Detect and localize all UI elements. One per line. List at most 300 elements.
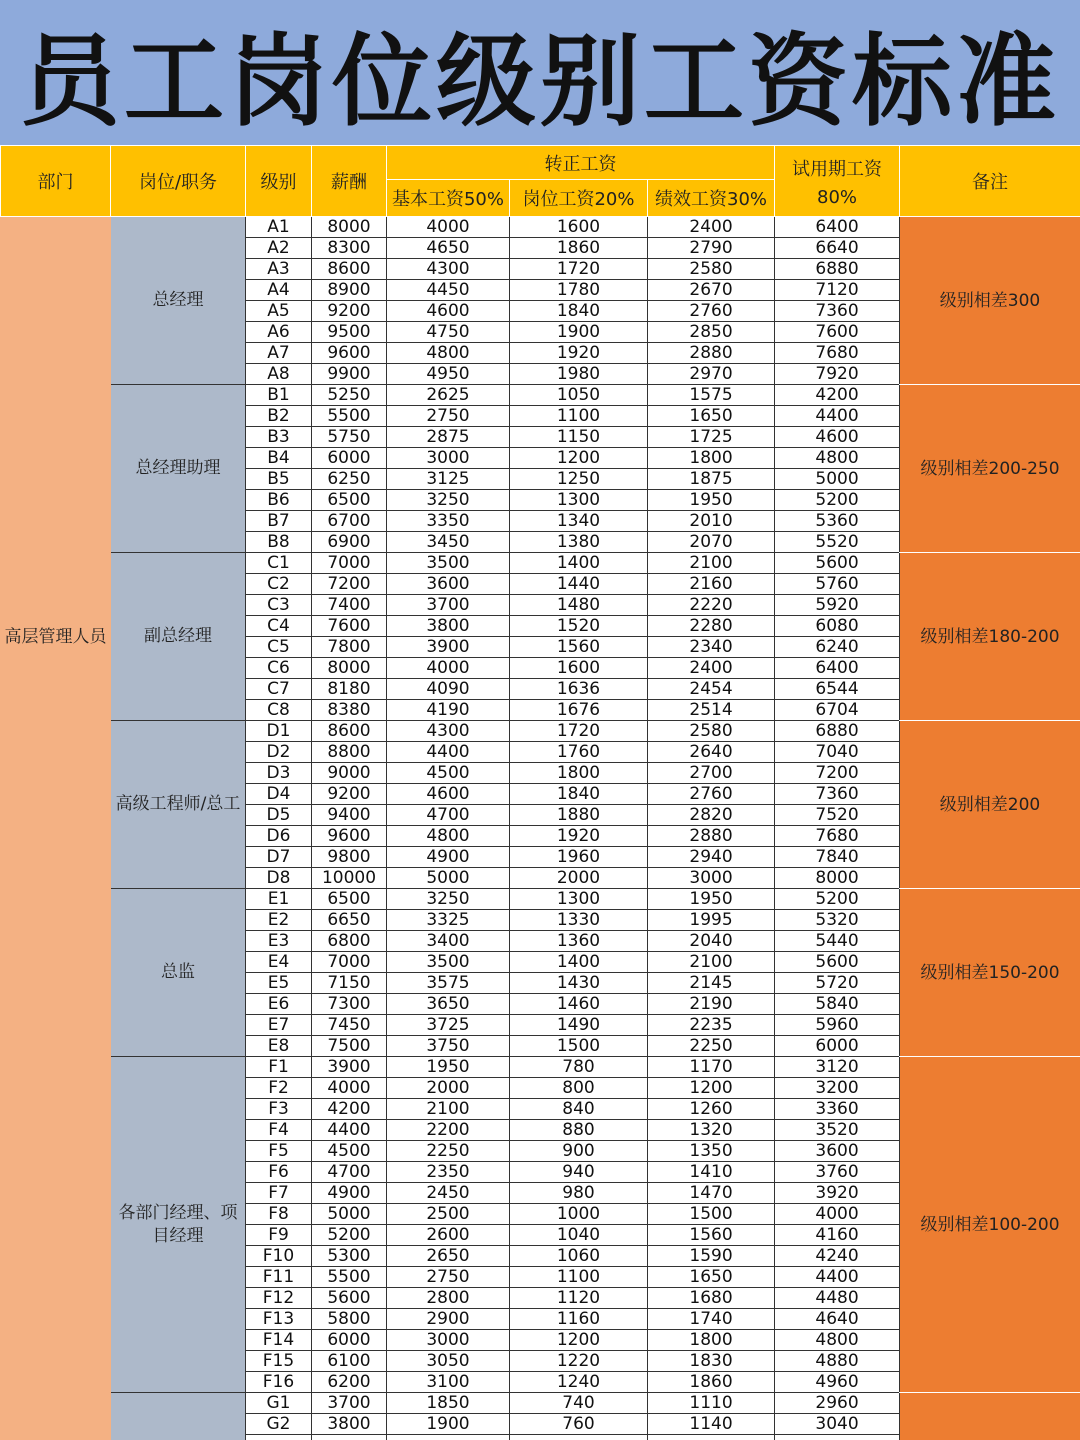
probation-wage-cell: 5200	[775, 490, 900, 511]
base-wage-cell: 1850	[387, 1393, 510, 1414]
salary-cell: 8300	[312, 238, 387, 259]
salary-cell: 5800	[312, 1309, 387, 1330]
level-cell: F12	[246, 1288, 312, 1309]
post-wage-cell: 1460	[510, 994, 648, 1015]
header-probation	[775, 146, 900, 217]
level-cell: C1	[246, 553, 312, 574]
level-cell: C6	[246, 658, 312, 679]
performance-wage-cell: 2250	[648, 1036, 775, 1057]
probation-wage-cell: 4640	[775, 1309, 900, 1330]
probation-wage-cell: 5520	[775, 532, 900, 553]
level-cell: F8	[246, 1204, 312, 1225]
level-cell: C8	[246, 700, 312, 721]
probation-wage-cell: 4240	[775, 1246, 900, 1267]
probation-wage-cell: 6704	[775, 700, 900, 721]
probation-wage-cell: 5200	[775, 889, 900, 910]
base-wage-cell: 1950	[387, 1057, 510, 1078]
post-wage-cell: 1480	[510, 595, 648, 616]
post-wage-cell: 1340	[510, 511, 648, 532]
probation-wage-cell: 4800	[775, 1330, 900, 1351]
header-performance-wage: 绩效工资30%	[648, 180, 775, 217]
post-wage-cell: 1120	[510, 1288, 648, 1309]
base-wage-cell: 2100	[387, 1099, 510, 1120]
performance-wage-cell: 1200	[648, 1078, 775, 1099]
probation-wage-cell: 3200	[775, 1078, 900, 1099]
note-cell: 级别相差180-200	[900, 553, 1080, 721]
base-wage-cell: 3750	[387, 1036, 510, 1057]
base-wage-cell: 2875	[387, 427, 510, 448]
post-wage-cell: 1250	[510, 469, 648, 490]
level-cell: D5	[246, 805, 312, 826]
base-wage-cell: 2000	[387, 1078, 510, 1099]
post-wage-cell: 1560	[510, 637, 648, 658]
performance-wage-cell: 2454	[648, 679, 775, 700]
level-cell: E4	[246, 952, 312, 973]
performance-wage-cell: 1725	[648, 427, 775, 448]
performance-wage-cell: 2400	[648, 217, 775, 238]
note-cell: 级别相差100-200	[900, 1057, 1080, 1393]
level-cell	[246, 1435, 312, 1440]
level-cell: D3	[246, 763, 312, 784]
salary-cell: 8380	[312, 700, 387, 721]
probation-wage-cell: 6400	[775, 217, 900, 238]
salary-cell: 9200	[312, 301, 387, 322]
page-title: 员工岗位级别工资标准	[20, 22, 1060, 140]
salary-cell: 5600	[312, 1288, 387, 1309]
post-wage-cell: 1520	[510, 616, 648, 637]
level-cell: B4	[246, 448, 312, 469]
post-wage-cell: 1240	[510, 1372, 648, 1393]
performance-wage-cell: 1590	[648, 1246, 775, 1267]
level-cell: E1	[246, 889, 312, 910]
performance-wage-cell: 1110	[648, 1393, 775, 1414]
level-cell: F6	[246, 1162, 312, 1183]
salary-cell: 3700	[312, 1393, 387, 1414]
performance-wage-cell: 1800	[648, 448, 775, 469]
post-wage-cell: 840	[510, 1099, 648, 1120]
base-wage-cell: 4650	[387, 238, 510, 259]
performance-wage-cell: 2400	[648, 658, 775, 679]
salary-cell: 8180	[312, 679, 387, 700]
level-cell: E8	[246, 1036, 312, 1057]
base-wage-cell	[387, 1435, 510, 1440]
salary-cell: 7400	[312, 595, 387, 616]
base-wage-cell: 3500	[387, 553, 510, 574]
salary-cell: 7000	[312, 952, 387, 973]
base-wage-cell: 4950	[387, 364, 510, 385]
level-cell: A3	[246, 259, 312, 280]
salary-cell	[312, 1435, 387, 1440]
base-wage-cell: 4800	[387, 826, 510, 847]
salary-cell: 7200	[312, 574, 387, 595]
department-cell: 高层管理人员	[1, 217, 111, 1057]
performance-wage-cell: 2040	[648, 931, 775, 952]
base-wage-cell: 3725	[387, 1015, 510, 1036]
level-cell: E6	[246, 994, 312, 1015]
base-wage-cell: 2750	[387, 406, 510, 427]
base-wage-cell: 3100	[387, 1372, 510, 1393]
base-wage-cell: 2600	[387, 1225, 510, 1246]
probation-wage-cell: 7680	[775, 826, 900, 847]
performance-wage-cell: 2640	[648, 742, 775, 763]
note-cell: 级别相差150-200	[900, 889, 1080, 1057]
salary-cell: 7000	[312, 553, 387, 574]
header-level: 级别	[246, 146, 312, 217]
level-cell: C7	[246, 679, 312, 700]
performance-wage-cell: 2760	[648, 301, 775, 322]
performance-wage-cell: 1410	[648, 1162, 775, 1183]
probation-wage-cell	[775, 1435, 900, 1440]
post-wage-cell: 1860	[510, 238, 648, 259]
base-wage-cell: 3900	[387, 637, 510, 658]
post-wage-cell: 1720	[510, 259, 648, 280]
table-row	[1, 889, 1080, 910]
post-wage-cell: 1380	[510, 532, 648, 553]
base-wage-cell: 4700	[387, 805, 510, 826]
salary-cell: 6650	[312, 910, 387, 931]
post-wage-cell: 1500	[510, 1036, 648, 1057]
salary-cell: 9800	[312, 847, 387, 868]
salary-cell: 6100	[312, 1351, 387, 1372]
base-wage-cell: 3000	[387, 448, 510, 469]
probation-wage-cell: 7120	[775, 280, 900, 301]
base-wage-cell: 1900	[387, 1414, 510, 1435]
base-wage-cell: 3400	[387, 931, 510, 952]
probation-wage-cell: 4160	[775, 1225, 900, 1246]
post-wage-cell: 1760	[510, 742, 648, 763]
header-position: 岗位/职务	[111, 146, 246, 217]
performance-wage-cell: 2514	[648, 700, 775, 721]
base-wage-cell: 4450	[387, 280, 510, 301]
probation-wage-cell: 3600	[775, 1141, 900, 1162]
post-wage-cell: 1330	[510, 910, 648, 931]
post-wage-cell: 1920	[510, 343, 648, 364]
salary-cell: 7450	[312, 1015, 387, 1036]
post-wage-cell: 1200	[510, 448, 648, 469]
base-wage-cell: 3350	[387, 511, 510, 532]
post-wage-cell: 1400	[510, 952, 648, 973]
probation-wage-cell: 6640	[775, 238, 900, 259]
performance-wage-cell: 2940	[648, 847, 775, 868]
performance-wage-cell: 1650	[648, 1267, 775, 1288]
level-cell: F11	[246, 1267, 312, 1288]
note-cell	[900, 1393, 1080, 1440]
base-wage-cell: 2200	[387, 1120, 510, 1141]
probation-wage-cell: 5920	[775, 595, 900, 616]
department-cell	[1, 1057, 111, 1440]
probation-wage-cell: 6000	[775, 1036, 900, 1057]
post-wage-cell: 2000	[510, 868, 648, 889]
post-wage-cell: 1040	[510, 1225, 648, 1246]
salary-cell: 7150	[312, 973, 387, 994]
salary-cell: 9000	[312, 763, 387, 784]
salary-cell: 4900	[312, 1183, 387, 1204]
probation-wage-cell: 4400	[775, 406, 900, 427]
table-row	[1, 1057, 1080, 1078]
probation-wage-cell: 4600	[775, 427, 900, 448]
post-wage-cell: 1050	[510, 385, 648, 406]
level-cell: D7	[246, 847, 312, 868]
performance-wage-cell: 2100	[648, 553, 775, 574]
base-wage-cell: 4400	[387, 742, 510, 763]
salary-cell: 5500	[312, 406, 387, 427]
performance-wage-cell: 1875	[648, 469, 775, 490]
level-cell: E3	[246, 931, 312, 952]
level-cell: F16	[246, 1372, 312, 1393]
post-wage-cell: 1000	[510, 1204, 648, 1225]
probation-wage-cell: 7360	[775, 784, 900, 805]
level-cell: D6	[246, 826, 312, 847]
salary-cell: 9600	[312, 826, 387, 847]
post-wage-cell: 1220	[510, 1351, 648, 1372]
post-wage-cell: 1600	[510, 217, 648, 238]
salary-table	[0, 145, 1080, 1440]
salary-cell: 4000	[312, 1078, 387, 1099]
base-wage-cell: 3000	[387, 1330, 510, 1351]
base-wage-cell: 4000	[387, 658, 510, 679]
table-body	[1, 217, 1080, 1440]
level-cell: E2	[246, 910, 312, 931]
performance-wage-cell: 2790	[648, 238, 775, 259]
salary-cell: 6500	[312, 490, 387, 511]
probation-wage-cell: 3360	[775, 1099, 900, 1120]
performance-wage-cell: 2340	[648, 637, 775, 658]
base-wage-cell: 3600	[387, 574, 510, 595]
level-cell: B5	[246, 469, 312, 490]
level-cell: F1	[246, 1057, 312, 1078]
performance-wage-cell: 2235	[648, 1015, 775, 1036]
level-cell: A1	[246, 217, 312, 238]
position-cell: 总经理	[111, 217, 246, 385]
level-cell: D4	[246, 784, 312, 805]
base-wage-cell: 2450	[387, 1183, 510, 1204]
performance-wage-cell: 2160	[648, 574, 775, 595]
salary-cell: 9400	[312, 805, 387, 826]
post-wage-cell: 1840	[510, 784, 648, 805]
performance-wage-cell: 2220	[648, 595, 775, 616]
post-wage-cell: 1720	[510, 721, 648, 742]
level-cell: C5	[246, 637, 312, 658]
performance-wage-cell: 2100	[648, 952, 775, 973]
base-wage-cell: 4500	[387, 763, 510, 784]
base-wage-cell: 2750	[387, 1267, 510, 1288]
header-salary: 薪酬	[312, 146, 387, 217]
salary-cell: 9200	[312, 784, 387, 805]
base-wage-cell: 4600	[387, 784, 510, 805]
performance-wage-cell: 1950	[648, 889, 775, 910]
level-cell: F3	[246, 1099, 312, 1120]
post-wage-cell: 1880	[510, 805, 648, 826]
salary-cell: 8900	[312, 280, 387, 301]
level-cell: C4	[246, 616, 312, 637]
post-wage-cell: 1400	[510, 553, 648, 574]
salary-cell: 3800	[312, 1414, 387, 1435]
level-cell: E7	[246, 1015, 312, 1036]
post-wage-cell: 1150	[510, 427, 648, 448]
salary-cell: 9600	[312, 343, 387, 364]
position-cell: 各部门经理、项目经理	[111, 1057, 246, 1393]
post-wage-cell: 800	[510, 1078, 648, 1099]
probation-wage-cell: 7040	[775, 742, 900, 763]
table-header	[1, 146, 1080, 217]
base-wage-cell: 2250	[387, 1141, 510, 1162]
level-cell: B3	[246, 427, 312, 448]
salary-cell: 5500	[312, 1267, 387, 1288]
post-wage-cell: 1100	[510, 406, 648, 427]
performance-wage-cell: 1650	[648, 406, 775, 427]
table-row	[1, 553, 1080, 574]
position-cell: 总监	[111, 889, 246, 1057]
level-cell: G2	[246, 1414, 312, 1435]
probation-wage-cell: 4400	[775, 1267, 900, 1288]
performance-wage-cell: 3000	[648, 868, 775, 889]
probation-wage-cell: 3040	[775, 1414, 900, 1435]
base-wage-cell: 5000	[387, 868, 510, 889]
salary-cell: 6250	[312, 469, 387, 490]
position-cell: 副总经理	[111, 553, 246, 721]
salary-cell: 9500	[312, 322, 387, 343]
probation-wage-cell: 5440	[775, 931, 900, 952]
post-wage-cell: 1840	[510, 301, 648, 322]
performance-wage-cell: 2070	[648, 532, 775, 553]
base-wage-cell: 3050	[387, 1351, 510, 1372]
performance-wage-cell: 1140	[648, 1414, 775, 1435]
base-wage-cell: 4600	[387, 301, 510, 322]
probation-wage-cell: 5320	[775, 910, 900, 931]
probation-wage-cell: 6080	[775, 616, 900, 637]
table-row	[1, 721, 1080, 742]
performance-wage-cell: 1800	[648, 1330, 775, 1351]
salary-cell: 6700	[312, 511, 387, 532]
probation-wage-cell: 2960	[775, 1393, 900, 1414]
salary-cell: 6000	[312, 1330, 387, 1351]
base-wage-cell: 4300	[387, 259, 510, 280]
level-cell: B7	[246, 511, 312, 532]
performance-wage-cell: 2880	[648, 826, 775, 847]
salary-cell: 6500	[312, 889, 387, 910]
level-cell: A5	[246, 301, 312, 322]
performance-wage-cell: 1950	[648, 490, 775, 511]
base-wage-cell: 3325	[387, 910, 510, 931]
salary-cell: 10000	[312, 868, 387, 889]
position-cell: 总经理助理	[111, 385, 246, 553]
performance-wage-cell: 2850	[648, 322, 775, 343]
header-formal-wage: 转正工资	[387, 146, 775, 180]
performance-wage-cell: 1320	[648, 1120, 775, 1141]
salary-cell: 7600	[312, 616, 387, 637]
probation-wage-cell: 6400	[775, 658, 900, 679]
table-row	[1, 385, 1080, 406]
position-cell: 高级工程师/总工	[111, 721, 246, 889]
salary-cell: 4500	[312, 1141, 387, 1162]
performance-wage-cell: 1470	[648, 1183, 775, 1204]
probation-wage-cell: 4200	[775, 385, 900, 406]
level-cell: D2	[246, 742, 312, 763]
salary-cell: 5000	[312, 1204, 387, 1225]
salary-cell: 6800	[312, 931, 387, 952]
performance-wage-cell: 2760	[648, 784, 775, 805]
base-wage-cell: 4300	[387, 721, 510, 742]
probation-wage-cell: 4800	[775, 448, 900, 469]
performance-wage-cell: 1500	[648, 1204, 775, 1225]
level-cell: F14	[246, 1330, 312, 1351]
base-wage-cell: 4750	[387, 322, 510, 343]
base-wage-cell: 2900	[387, 1309, 510, 1330]
post-wage-cell	[510, 1435, 648, 1440]
probation-wage-cell: 4480	[775, 1288, 900, 1309]
level-cell: F15	[246, 1351, 312, 1372]
base-wage-cell: 2650	[387, 1246, 510, 1267]
base-wage-cell: 2500	[387, 1204, 510, 1225]
probation-wage-cell: 7840	[775, 847, 900, 868]
base-wage-cell: 4090	[387, 679, 510, 700]
salary-cell: 8000	[312, 217, 387, 238]
base-wage-cell: 3450	[387, 532, 510, 553]
position-cell	[111, 1393, 246, 1440]
base-wage-cell: 2350	[387, 1162, 510, 1183]
salary-cell: 3900	[312, 1057, 387, 1078]
probation-wage-cell: 7680	[775, 343, 900, 364]
performance-wage-cell: 1575	[648, 385, 775, 406]
base-wage-cell: 3500	[387, 952, 510, 973]
probation-wage-cell: 6880	[775, 259, 900, 280]
post-wage-cell: 1980	[510, 364, 648, 385]
salary-cell: 6900	[312, 532, 387, 553]
performance-wage-cell: 2970	[648, 364, 775, 385]
performance-wage-cell: 1740	[648, 1309, 775, 1330]
base-wage-cell: 3575	[387, 973, 510, 994]
post-wage-cell: 940	[510, 1162, 648, 1183]
probation-wage-cell: 5000	[775, 469, 900, 490]
probation-wage-cell: 7200	[775, 763, 900, 784]
salary-table-sheet	[0, 145, 1080, 1440]
performance-wage-cell	[648, 1435, 775, 1440]
probation-wage-cell: 4000	[775, 1204, 900, 1225]
base-wage-cell: 4900	[387, 847, 510, 868]
salary-cell: 8000	[312, 658, 387, 679]
level-cell: D8	[246, 868, 312, 889]
post-wage-cell: 880	[510, 1120, 648, 1141]
performance-wage-cell: 2145	[648, 973, 775, 994]
post-wage-cell: 740	[510, 1393, 648, 1414]
salary-cell: 6000	[312, 448, 387, 469]
post-wage-cell: 1300	[510, 889, 648, 910]
probation-wage-cell: 5600	[775, 952, 900, 973]
salary-cell: 8600	[312, 721, 387, 742]
probation-wage-cell: 7600	[775, 322, 900, 343]
post-wage-cell: 1960	[510, 847, 648, 868]
level-cell: C3	[246, 595, 312, 616]
performance-wage-cell: 2010	[648, 511, 775, 532]
note-cell: 级别相差200-250	[900, 385, 1080, 553]
level-cell: G1	[246, 1393, 312, 1414]
probation-wage-cell: 3920	[775, 1183, 900, 1204]
base-wage-cell: 2800	[387, 1288, 510, 1309]
table-row	[1, 1393, 1080, 1414]
base-wage-cell: 2625	[387, 385, 510, 406]
post-wage-cell: 780	[510, 1057, 648, 1078]
post-wage-cell: 1430	[510, 973, 648, 994]
performance-wage-cell: 1830	[648, 1351, 775, 1372]
base-wage-cell: 3250	[387, 889, 510, 910]
post-wage-cell: 980	[510, 1183, 648, 1204]
performance-wage-cell: 1170	[648, 1057, 775, 1078]
salary-cell: 5250	[312, 385, 387, 406]
base-wage-cell: 3800	[387, 616, 510, 637]
performance-wage-cell: 1680	[648, 1288, 775, 1309]
level-cell: F9	[246, 1225, 312, 1246]
probation-wage-cell: 5360	[775, 511, 900, 532]
